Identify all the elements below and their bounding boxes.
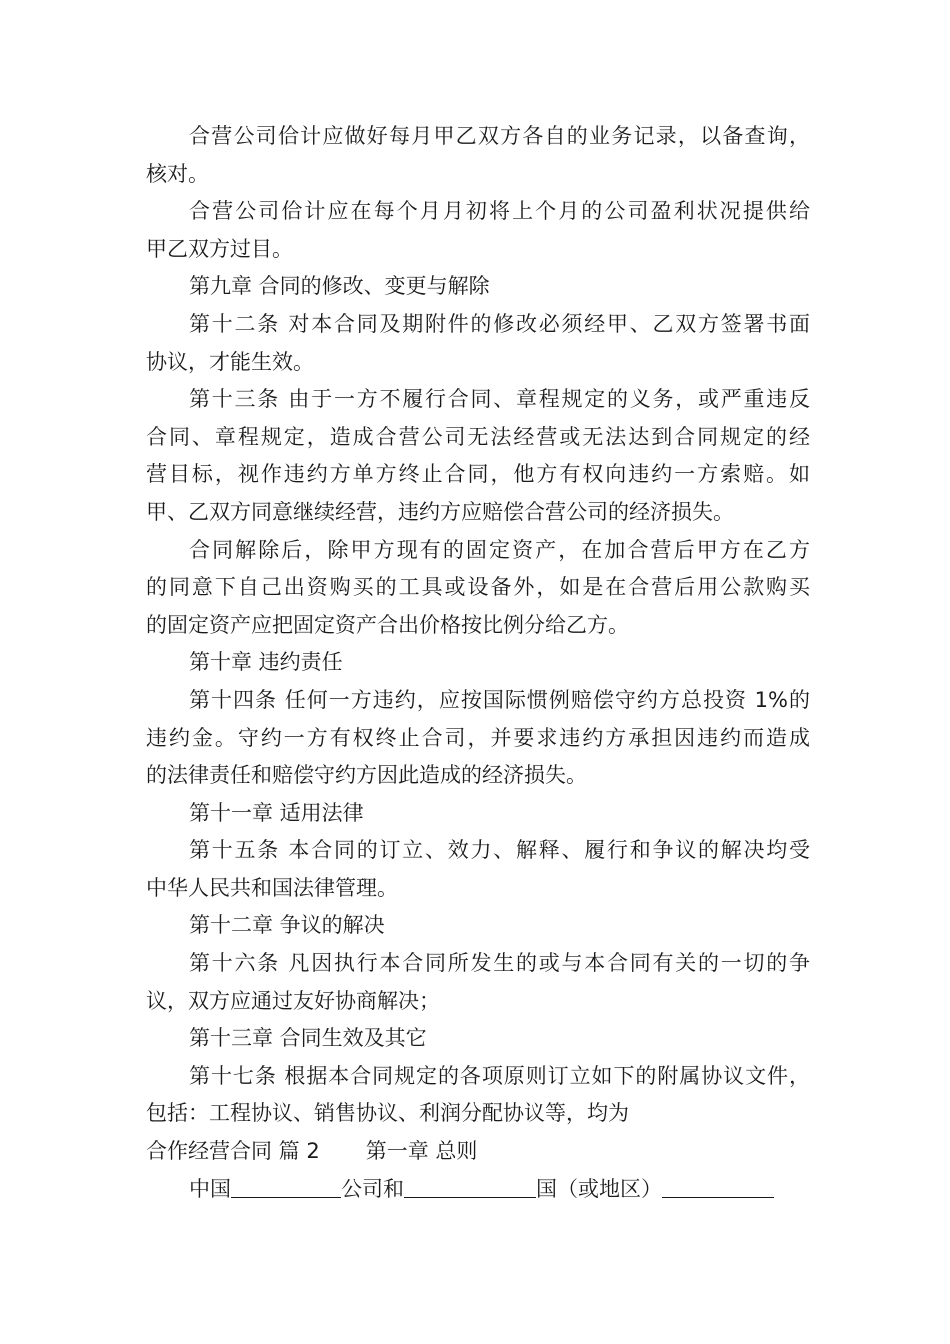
fill-in-line: [146, 1171, 810, 1209]
text-line: 的法律责任和赔偿守约方因此造成的经济损失。: [146, 763, 587, 788]
text-line: 合营公司佮计应在每个月月初将上个月的公司盈利状况提供给: [189, 199, 810, 224]
text-line: 包括：工程协议、销售协议、利润分配协议等，均为: [146, 1101, 629, 1126]
text-line: 第十三章 合同生效及其它: [189, 1026, 427, 1051]
text-line: 第十六条 凡因执行本合同所发生的或与本合同有关的一切的争: [189, 951, 810, 976]
text-line: 议，双方应通过友好协商解决；: [146, 988, 440, 1013]
text-line: 协议，才能生效。: [146, 349, 314, 374]
text-line: 中华人民共和国法律管理。: [146, 875, 398, 900]
fill-text-3: 国（或地区）: [536, 1176, 662, 1201]
text-line: 第十一章 适用法律: [189, 800, 364, 825]
text-line: 合营公司佮计应做好每月甲乙双方各自的业务记录，以备查询，: [189, 124, 810, 148]
fill-text-2: 公司和: [341, 1176, 404, 1201]
blank-field-3: [662, 1175, 774, 1198]
blank-field-1: [231, 1175, 341, 1198]
text-line: 第十二条 对本合同及期附件的修改必须经甲、乙双方签署书面: [189, 311, 810, 336]
blank-field-2: [404, 1175, 536, 1198]
document-page: [146, 118, 810, 1208]
text-line: 第十二章 争议的解决: [189, 913, 385, 938]
text-line: 的固定资产应把固定资产合出价格按比例分给乙方。: [146, 612, 629, 637]
text-line: 的同意下自己出资购买的工具或设备外，如是在合营后用公款购买: [146, 575, 810, 600]
text-line: 核对。: [146, 161, 209, 186]
text-line: 合同解除后，除甲方现有的固定资产，在加合营后甲方在乙方: [189, 537, 810, 562]
text-line: 违约金。守约一方有权终止合司，并要求违约方承担因违约而造成: [146, 725, 810, 750]
text-line: 甲乙双方过目。: [146, 236, 293, 261]
document-body: [146, 118, 810, 1133]
text-line: 第九章 合同的修改、变更与解除: [189, 274, 490, 299]
text-line: 第十章 违约责任: [189, 650, 343, 675]
text-line: 第十七条 根据本合同规定的各项原则订立如下的附属协议文件，: [189, 1063, 810, 1088]
text-line: 第十三条 由于一方不履行合同、章程规定的义务，或严重违反: [189, 387, 810, 412]
text-line: 第十五条 本合同的订立、效力、解释、履行和争议的解决均受: [189, 838, 810, 863]
section-title: 合作经营合同 篇 2: [146, 1139, 320, 1164]
text-line: 甲、乙双方同意继续经营，违约方应赔偿合营公司的经济损失。: [146, 499, 734, 524]
text-line: 合同、章程规定，造成合营公司无法经营或无法达到合同规定的经: [146, 424, 810, 449]
fill-text-1: 中国: [189, 1176, 231, 1201]
section-heading-line: [146, 1133, 810, 1171]
text-line: 营目标，视作违约方单方终止合同，他方有权向违约一方索赔。如: [146, 462, 810, 487]
text-line: 第十四条 任何一方违约，应按国际惯例赔偿守约方总投资 1%的: [189, 687, 810, 712]
chapter-title: 第一章 总则: [365, 1139, 478, 1164]
